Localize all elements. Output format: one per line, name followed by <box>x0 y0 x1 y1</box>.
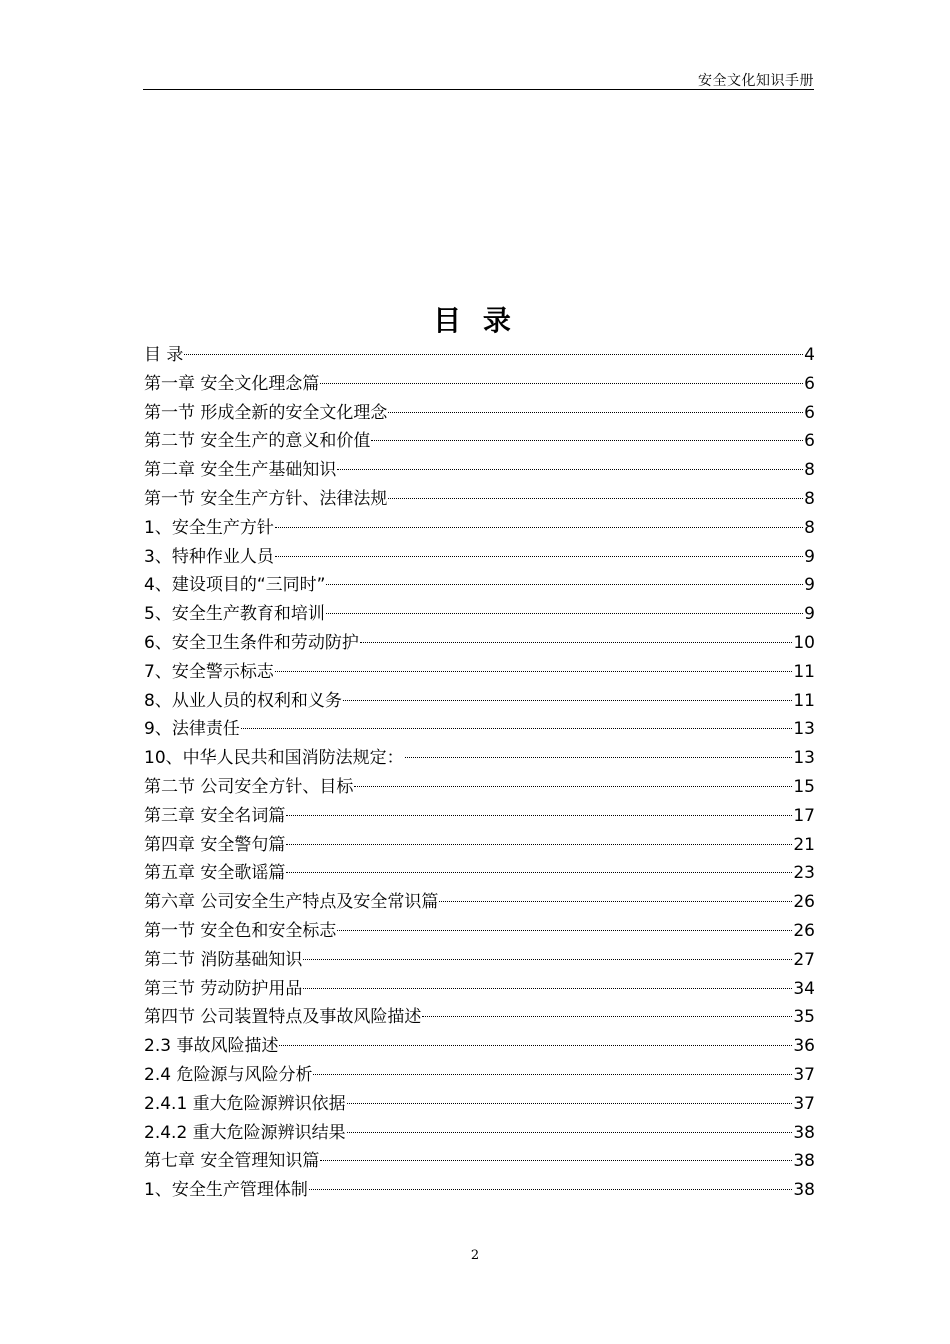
toc-entry-label: 1、安全生产方针 <box>144 517 274 538</box>
toc-entry-page: 38 <box>793 1151 815 1172</box>
toc-entry[interactable] <box>144 1119 815 1148</box>
toc-entry-page: 13 <box>793 748 815 769</box>
toc-dot-leader <box>279 1045 792 1046</box>
toc-dot-leader <box>326 613 803 614</box>
toc-entry-label: 第五章 安全歌谣篇 <box>144 863 286 884</box>
toc-dot-leader <box>337 930 792 931</box>
toc-entry[interactable] <box>144 1176 815 1205</box>
toc-entry-label: 7、安全警示标志 <box>144 661 274 682</box>
toc-title: 目 录 <box>433 304 517 337</box>
toc-entry[interactable] <box>144 1147 815 1176</box>
toc-entry-page: 37 <box>793 1064 815 1085</box>
toc-dot-leader <box>371 440 803 441</box>
toc-entry-page: 6 <box>804 402 815 423</box>
toc-entry-page: 34 <box>793 978 815 999</box>
toc-dot-leader <box>320 1160 792 1161</box>
toc-dot-leader <box>275 671 793 672</box>
toc-entry[interactable] <box>144 1061 815 1090</box>
toc-dot-leader <box>405 757 793 758</box>
toc-entry-page: 26 <box>793 920 815 941</box>
toc-entry-page: 38 <box>793 1180 815 1201</box>
toc-entry-page: 4 <box>804 345 815 365</box>
toc-entry-page: 21 <box>793 834 815 855</box>
toc-entry[interactable] <box>144 456 815 485</box>
toc-dot-leader <box>320 383 803 384</box>
toc-entry-label: 8、从业人员的权利和义务 <box>144 690 342 711</box>
toc-entry-label: 第六章 公司安全生产特点及安全常识篇 <box>144 892 439 913</box>
toc-entry-label: 5、安全生产教育和培训 <box>144 604 325 625</box>
toc-entry-label: 第二节 公司安全方针、目标 <box>144 776 354 797</box>
toc-entry[interactable] <box>144 1090 815 1119</box>
toc-entry[interactable] <box>144 341 815 370</box>
toc-entry-label: 第四章 安全警句篇 <box>144 834 286 855</box>
toc-entry-page: 37 <box>793 1093 815 1114</box>
toc-list <box>144 341 815 1205</box>
toc-dot-leader <box>184 354 803 355</box>
toc-entry-page: 8 <box>804 460 815 481</box>
toc-dot-leader <box>326 584 803 585</box>
toc-dot-leader <box>347 1103 793 1104</box>
toc-entry-label: 第七章 安全管理知识篇 <box>144 1151 320 1172</box>
toc-entry-page: 9 <box>804 575 815 596</box>
toc-dot-leader <box>360 642 793 643</box>
toc-entry-label: 2.3 事故风险描述 <box>144 1036 279 1057</box>
toc-entry-page: 17 <box>793 805 815 826</box>
toc-entry-page: 27 <box>793 949 815 970</box>
toc-entry[interactable] <box>144 514 815 543</box>
toc-dot-leader <box>422 1016 792 1017</box>
toc-dot-leader <box>275 556 803 557</box>
toc-entry-page: 11 <box>793 661 815 682</box>
toc-entry-label: 4、建设项目的“三同时” <box>144 575 326 596</box>
toc-entry[interactable] <box>144 571 815 600</box>
toc-entry-label: 第四节 公司装置特点及事故风险描述 <box>144 1007 422 1028</box>
toc-entry[interactable] <box>144 1032 815 1061</box>
toc-entry[interactable] <box>144 600 815 629</box>
toc-entry-label: 第一节 形成全新的安全文化理念 <box>144 402 388 423</box>
toc-entry-label: 目 录 <box>144 345 184 365</box>
toc-entry[interactable] <box>144 1003 815 1032</box>
toc-entry-page: 23 <box>793 863 815 884</box>
toc-dot-leader <box>286 844 792 845</box>
toc-entry[interactable] <box>144 802 815 831</box>
toc-dot-leader <box>303 988 792 989</box>
toc-entry[interactable] <box>144 744 815 773</box>
toc-entry-page: 38 <box>793 1122 815 1143</box>
toc-entry[interactable] <box>144 399 815 428</box>
toc-dot-leader <box>343 700 793 701</box>
running-header: 安全文化知识手册 <box>698 73 814 89</box>
toc-entry-page: 35 <box>793 1007 815 1028</box>
toc-entry[interactable] <box>144 946 815 975</box>
toc-entry-page: 6 <box>804 373 815 394</box>
toc-dot-leader <box>388 412 803 413</box>
toc-entry[interactable] <box>144 888 815 917</box>
toc-dot-leader <box>337 469 803 470</box>
toc-dot-leader <box>309 1189 793 1190</box>
toc-entry-page: 8 <box>804 488 815 509</box>
toc-dot-leader <box>241 728 793 729</box>
toc-entry[interactable] <box>144 543 815 572</box>
toc-entry-label: 第一节 安全色和安全标志 <box>144 920 337 941</box>
toc-entry-label: 6、安全卫生条件和劳动防护 <box>144 632 359 653</box>
toc-entry[interactable] <box>144 975 815 1004</box>
toc-entry-label: 第二章 安全生产基础知识 <box>144 460 337 481</box>
toc-entry-page: 6 <box>804 431 815 452</box>
toc-entry-label: 第一章 安全文化理念篇 <box>144 373 320 394</box>
toc-entry-page: 9 <box>804 546 815 567</box>
toc-dot-leader <box>275 527 803 528</box>
toc-entry-label: 10、中华人民共和国消防法规定： <box>144 748 404 769</box>
toc-entry-label: 2.4.1 重大危险源辨识依据 <box>144 1093 346 1114</box>
toc-entry[interactable] <box>144 370 815 399</box>
toc-entry[interactable] <box>144 831 815 860</box>
header-rule <box>143 89 814 90</box>
toc-dot-leader <box>286 872 792 873</box>
toc-entry-label: 9、法律责任 <box>144 719 240 740</box>
toc-entry-page: 10 <box>793 632 815 653</box>
toc-dot-leader <box>286 815 792 816</box>
toc-entry[interactable] <box>144 629 815 658</box>
toc-entry-page: 11 <box>793 690 815 711</box>
toc-entry-label: 3、特种作业人员 <box>144 546 274 567</box>
toc-entry[interactable] <box>144 485 815 514</box>
toc-entry-page: 13 <box>793 719 815 740</box>
page-number: 2 <box>470 1248 480 1263</box>
toc-entry-label: 第三章 安全名词篇 <box>144 805 286 826</box>
toc-entry-label: 2.4 危险源与风险分析 <box>144 1064 313 1085</box>
toc-entry-label: 第三节 劳动防护用品 <box>144 978 303 999</box>
toc-dot-leader <box>313 1074 792 1075</box>
toc-entry-label: 1、安全生产管理体制 <box>144 1180 308 1201</box>
toc-entry[interactable] <box>144 917 815 946</box>
toc-entry[interactable] <box>144 859 815 888</box>
toc-entry-page: 8 <box>804 517 815 538</box>
toc-dot-leader <box>347 1132 793 1133</box>
toc-entry[interactable] <box>144 687 815 716</box>
toc-entry[interactable] <box>144 773 815 802</box>
toc-entry[interactable] <box>144 715 815 744</box>
toc-entry-page: 36 <box>793 1036 815 1057</box>
toc-entry-label: 2.4.2 重大危险源辨识结果 <box>144 1122 346 1143</box>
toc-entry-page: 15 <box>793 776 815 797</box>
toc-dot-leader <box>439 901 792 902</box>
toc-entry-label: 第一节 安全生产方针、法律法规 <box>144 488 388 509</box>
toc-entry[interactable] <box>144 427 815 456</box>
toc-dot-leader <box>354 786 792 787</box>
toc-entry-page: 26 <box>793 892 815 913</box>
toc-entry-label: 第二节 安全生产的意义和价值 <box>144 431 371 452</box>
toc-entry-label: 第二节 消防基础知识 <box>144 949 303 970</box>
toc-dot-leader <box>303 959 792 960</box>
toc-entry-page: 9 <box>804 604 815 625</box>
toc-entry[interactable] <box>144 658 815 687</box>
toc-dot-leader <box>388 498 803 499</box>
